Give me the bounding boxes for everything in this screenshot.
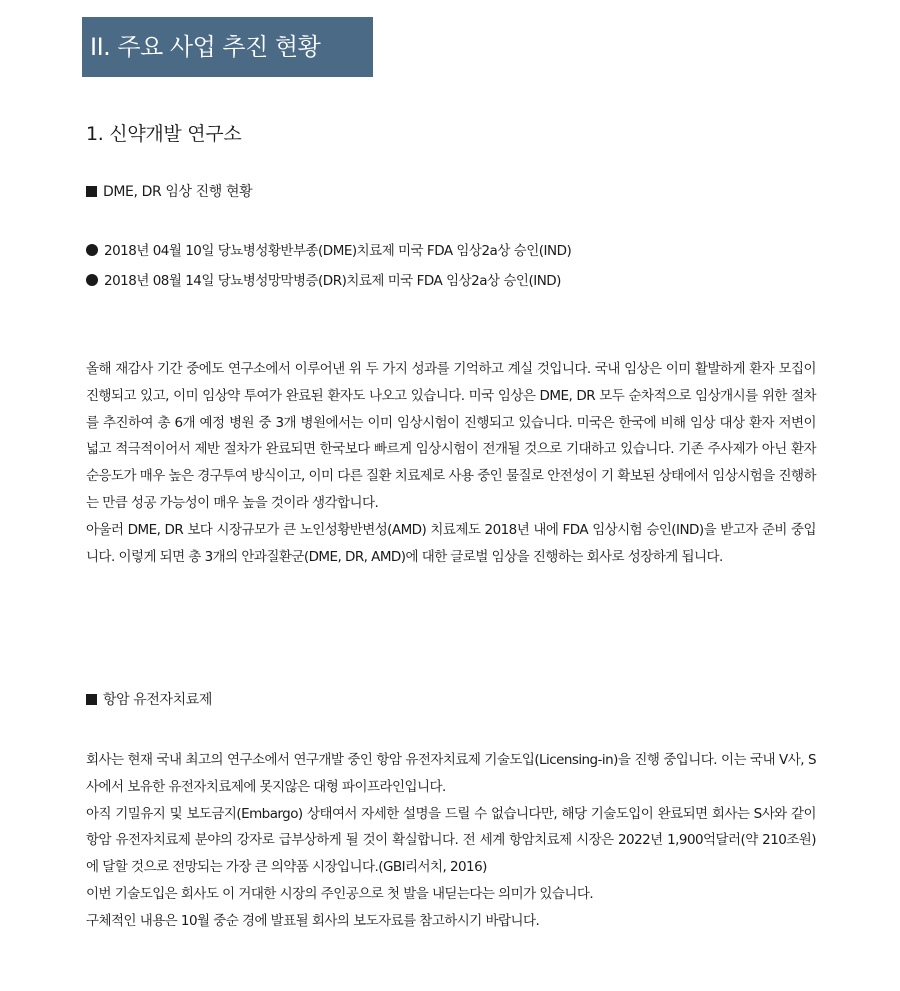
clinical-heading — [86, 181, 252, 203]
oncology-paragraph-1: 회사는 현재 국내 최고의 연구소에서 연구개발 중인 항암 유전자치료제 기술도입(Licensing-in)을 진행 중입니다. 이는 국내 V사, S사에서 보유한 유전자치료제에 못지않은 대형 파이프라인입니다. — [86, 752, 816, 795]
oncology-heading-text: 항암 유전자치료제 — [103, 692, 213, 708]
oncology-body — [86, 747, 816, 935]
clinical-paragraph-1: 올해 재감사 기간 중에도 연구소에서 이루어낸 위 두 가지 성과를 기억하고 계실 것입니다. 국내 임상은 이미 활발하게 환자 모집이 진행되고 있고, 이미 임상약 투여가 완료된 환자도 나오고 있습니다. 미국 임상은 DME, DR 모두 순차적으로 임상개시를 위한 절차를 추진하여 총 6개 예정 병원 중 3개 병원에서는 이미 임상시험이 진행되고 있습니다. 미국은 한국에 비해 임상 대상 환자 저변이 넓고 적극적이어서 제반 절차가 완료되면 한국보다 빠르게 임상시험이 전개될 것으로 기대하고 있습니다. 기존 주사제가 아닌 환자 순응도가 매우 높은 경구투여 방식이고, 이미 다른 질환 치료제로 사용 중인 물질로 안전성이 기 확보된 상태에서 임상시험을 진행하는 만큼 성공 가능성이 매우 높을 것이라 생각합니다. — [86, 361, 816, 511]
clinical-body — [86, 356, 816, 570]
clinical-paragraph-2: 아울러 DME, DR 보다 시장규모가 큰 노인성황반변성(AMD) 치료제도 2018년 내에 FDA 임상시험 승인(IND)을 받고자 준비 중입니다. 이렇게 되면 총 3개의 안과질환군(DME, DR, AMD)에 대한 글로벌 임상을 진행하는 회사로 성장하게 됩니다. — [86, 521, 816, 565]
clinical-bullet-1 — [86, 240, 571, 262]
oncology-paragraph-4: 구체적인 내용은 10월 중순 경에 발표될 회사의 보도자료를 참고하시기 바랍니다. — [86, 912, 540, 929]
oncology-heading — [86, 689, 212, 711]
square-bullet-icon — [86, 694, 97, 705]
bullet-text: 2018년 04월 10일 당뇨병성황반부종(DME)치료제 미국 FDA 임상2a상 승인(IND) — [104, 243, 572, 259]
circle-bullet-icon — [86, 274, 98, 286]
clinical-bullet-2 — [86, 270, 561, 292]
lab-title: 1. 신약개발 연구소 — [86, 123, 242, 145]
oncology-paragraph-2: 아직 기밀유지 및 보도금지(Embargo) 상태여서 자세한 설명을 드릴 수 없습니다만, 해당 기술도입이 완료되면 회사는 S사와 같이 항암 유전자치료제 분야의 강자로 급부상하게 될 것이 확실합니다. 전 세계 항암치료제 시장은 2022년 1,900억달러(약 210조원)에 달할 것으로 전망되는 가장 큰 의약품 시장입니다.(GBI리서치, 2016) — [86, 805, 816, 876]
square-bullet-icon — [86, 186, 97, 197]
bullet-text: 2018년 08월 14일 당뇨병성망막병증(DR)치료제 미국 FDA 임상2a상 승인(IND) — [104, 273, 561, 289]
clinical-heading-text: DME, DR 임상 진행 현황 — [103, 184, 253, 200]
circle-bullet-icon — [86, 244, 98, 256]
section-title-banner: II. 주요 사업 추진 현황 — [82, 17, 373, 77]
oncology-paragraph-3: 이번 기술도입은 회사도 이 거대한 시장의 주인공으로 첫 발을 내딛는다는 의미가 있습니다. — [86, 885, 594, 902]
